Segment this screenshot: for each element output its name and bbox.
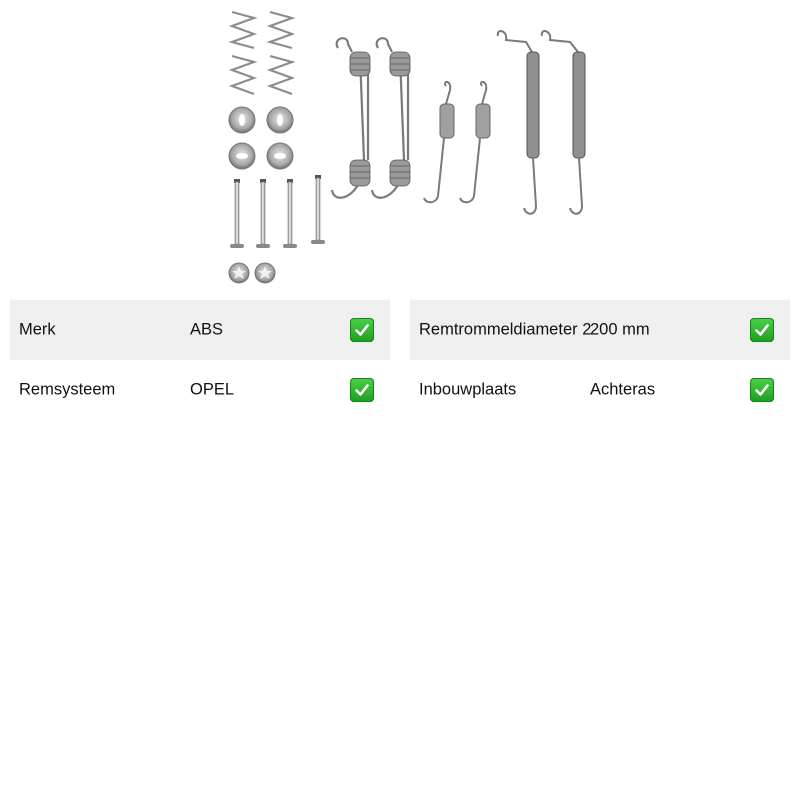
spec-label: Inbouwplaats [419,380,517,399]
star-washers [229,263,275,283]
check-icon [750,318,774,342]
spec-value: 200 mm [590,320,650,339]
product-image [220,0,600,290]
brake-kit-illustration [220,0,600,290]
spec-row-merk [10,300,390,360]
check-icon [750,378,774,402]
spec-row-remsysteem [10,360,390,420]
hold-down-pins [230,175,325,248]
spec-label: Merk [19,320,56,339]
spec-label: Remtrommeldiameter 2 [419,320,592,339]
spec-value: OPEL [190,380,235,399]
medium-springs [424,82,490,202]
spec-value: ABS [190,320,224,339]
coil-springs [232,12,292,94]
long-springs [498,31,585,214]
spec-table-left [10,300,390,420]
spec-table-right [410,300,790,420]
washers [229,107,293,169]
spec-row-remtrommeldiameter [410,300,790,360]
spec-row-inbouwplaats [410,360,790,420]
spec-label: Remsysteem [19,380,116,399]
check-icon [350,318,374,342]
check-icon [350,378,374,402]
spec-value: Achteras [590,380,656,399]
